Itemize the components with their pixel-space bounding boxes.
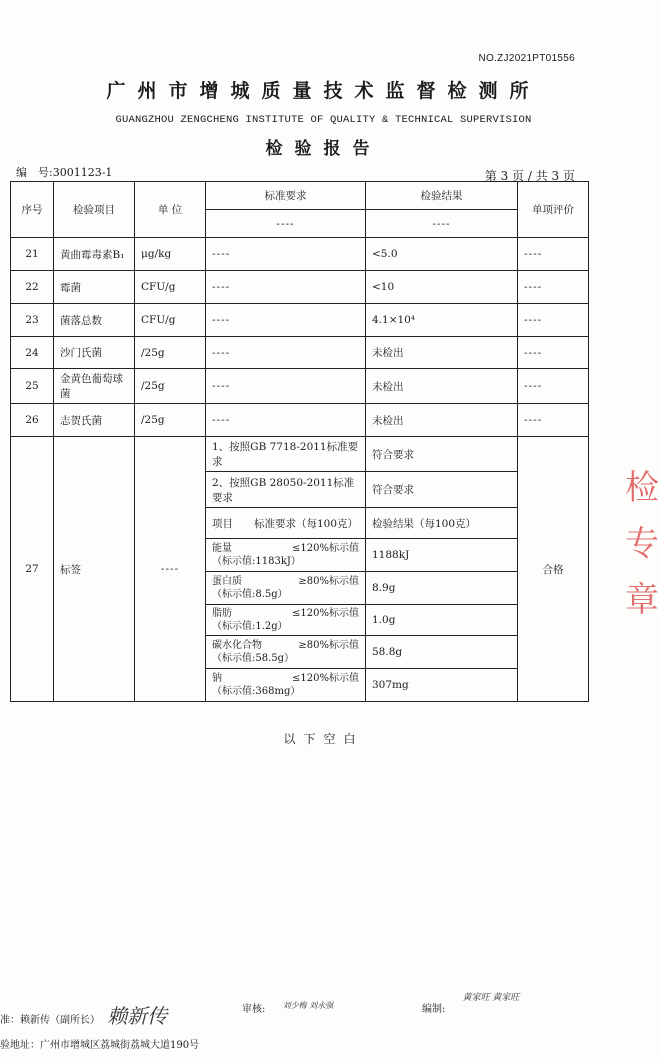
doc-number: NO.ZJ2021PT01556 <box>478 53 575 64</box>
report-title: 检验报告 <box>265 139 382 159</box>
official-seal: 检 专 章 <box>625 468 659 620</box>
row-item: 黄曲霉毒素B₁ <box>54 238 135 271</box>
header-std-dash: ---- <box>206 210 366 238</box>
row-item: 志贺氏菌 <box>54 404 135 437</box>
page-info: 第 3 页 / 共 3 页 <box>484 169 575 183</box>
table-row <box>11 337 589 369</box>
label-req-2: 2、按照GB 28050-2011标准要求 <box>206 472 366 508</box>
nutrient-req: ≥80%标示值 <box>298 576 359 587</box>
nutrient-ref: （标示值:368mg） <box>212 686 301 697</box>
row-eval: ---- <box>518 369 589 404</box>
row-item: 沙门氏菌 <box>54 337 135 369</box>
row-unit: /25g <box>135 404 206 437</box>
col-header-unit: 单 位 <box>135 182 206 238</box>
row-item: 金黄色葡萄球菌 <box>54 369 135 404</box>
row-unit: /25g <box>135 337 206 369</box>
editor-signature: 黄家旺 黄家旺 <box>462 993 520 1003</box>
nutrient-result: 1.0g <box>366 605 518 636</box>
col-header-result: 检验结果 <box>366 182 518 210</box>
row-std: ---- <box>206 404 366 437</box>
col-header-std: 标准要求 <box>206 182 366 210</box>
row-unit: /25g <box>135 369 206 404</box>
col-header-eval: 单项评价 <box>518 182 589 238</box>
nutrient-name: 脂肪 <box>212 608 232 619</box>
row-unit: μg/kg <box>135 238 206 271</box>
nutrient-result: 1188kJ <box>366 539 518 572</box>
approver-label: 准：赖新传（副所长） <box>0 1015 100 1026</box>
nutrient-name: 碳水化合物 <box>212 640 262 651</box>
row-std: ---- <box>206 337 366 369</box>
row-eval: ---- <box>518 238 589 271</box>
row-unit: CFU/g <box>135 271 206 304</box>
nutrient-name: 蛋白质 <box>212 576 242 587</box>
table-row <box>11 404 589 437</box>
nutrient-ref: （标示值:58.5g） <box>212 653 295 664</box>
row-result: 未检出 <box>366 404 518 437</box>
approver-field <box>0 1000 167 1029</box>
col-header-no: 序号 <box>11 182 54 238</box>
row-result: <5.0 <box>366 238 518 271</box>
row-eval: ---- <box>518 271 589 304</box>
label-res-1: 符合要求 <box>366 437 518 472</box>
header-result-dash: ---- <box>366 210 518 238</box>
row-result: 未检出 <box>366 337 518 369</box>
row-std: ---- <box>206 238 366 271</box>
label-req-1: 1、按照GB 7718-2011标准要求 <box>206 437 366 472</box>
nutrient-req: ≤120%标示值 <box>292 608 359 619</box>
row-no: 26 <box>11 404 54 437</box>
nutrient-ref: （标示值:1.2g） <box>212 621 288 632</box>
blank-note: 以下空白 <box>283 732 364 746</box>
table-row <box>11 304 589 337</box>
reviewer-label: 审核: <box>242 1004 266 1015</box>
results-table <box>10 181 589 702</box>
row-eval: ---- <box>518 337 589 369</box>
row-item: 菌落总数 <box>54 304 135 337</box>
table-row <box>11 238 589 271</box>
row-result: <10 <box>366 271 518 304</box>
serial-number: 编 号:3001123-1 <box>16 166 113 179</box>
address: 验地址：广州市增城区荔城街荔城大道190号 <box>0 1040 200 1051</box>
nutrient-ref: （标示值:8.5g） <box>212 589 288 600</box>
org-name-en: GUANGZHOU ZENGCHENG INSTITUTE OF QUALITY & TECHNICAL SUPERVISION <box>115 114 532 126</box>
row-std: ---- <box>206 369 366 404</box>
row-no: 23 <box>11 304 54 337</box>
row-no: 24 <box>11 337 54 369</box>
row-eval: ---- <box>518 404 589 437</box>
approver-signature: 赖新传 <box>107 1004 168 1028</box>
org-name-cn: 广州市增城质量技术监督检测所 <box>106 80 541 102</box>
nutrient-header-result: 检验结果（每100克） <box>366 508 518 539</box>
editor-field <box>422 993 520 1015</box>
table-row <box>11 369 589 404</box>
row-no: 22 <box>11 271 54 304</box>
nutrient-req: ≤120%标示值 <box>292 673 359 684</box>
nutrient-ref: （标示值:1183kJ） <box>212 556 301 567</box>
reviewer-signature: 刘少梅 刘永强 <box>282 1001 334 1010</box>
row-no: 25 <box>11 369 54 404</box>
table-row <box>11 271 589 304</box>
nutrient-result: 58.8g <box>366 636 518 669</box>
editor-label: 编制: <box>422 1004 446 1015</box>
nutrient-name: 能量 <box>212 543 232 554</box>
row-eval: 合格 <box>518 437 589 702</box>
row-item: 霉菌 <box>54 271 135 304</box>
nutrient-req: ≤120%标示值 <box>292 543 359 554</box>
row-std: ---- <box>206 271 366 304</box>
row-unit: CFU/g <box>135 304 206 337</box>
nutrient-result: 8.9g <box>366 572 518 605</box>
row-result: 4.1×10⁴ <box>366 304 518 337</box>
row-std: ---- <box>206 304 366 337</box>
row-unit: ---- <box>135 437 206 702</box>
nutrient-result: 307mg <box>366 669 518 702</box>
reviewer-field <box>242 1000 333 1015</box>
label-row <box>11 437 589 472</box>
row-item: 标签 <box>54 437 135 702</box>
row-eval: ---- <box>518 304 589 337</box>
nutrient-req: ≥80%标示值 <box>298 640 359 651</box>
label-res-2: 符合要求 <box>366 472 518 508</box>
row-result: 未检出 <box>366 369 518 404</box>
row-no: 27 <box>11 437 54 702</box>
col-header-item: 检验项目 <box>54 182 135 238</box>
row-no: 21 <box>11 238 54 271</box>
nutrient-name: 钠 <box>212 673 222 684</box>
nutrient-header-std: 项目 标准要求（每100克） <box>206 508 366 539</box>
